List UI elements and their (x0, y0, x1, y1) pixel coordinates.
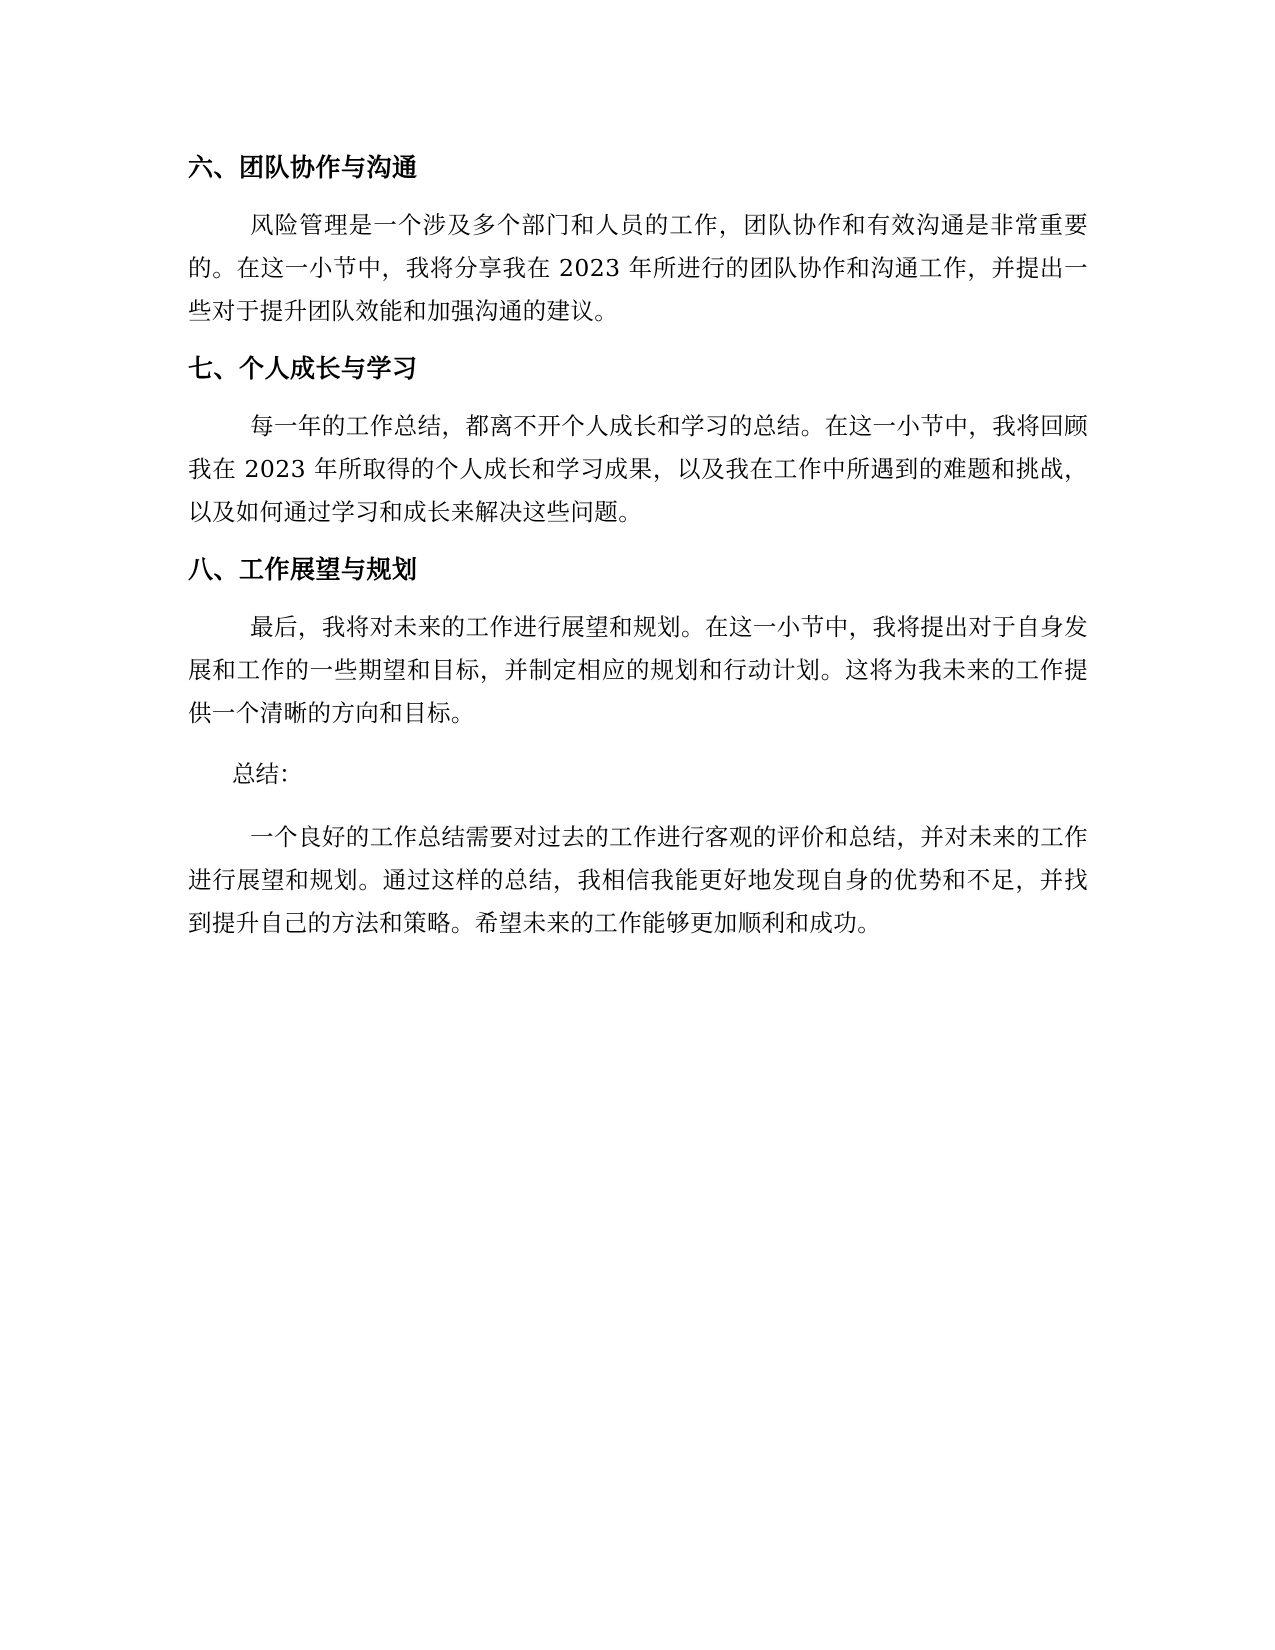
summary-label: 总结： (232, 760, 303, 788)
section-personal-growth (188, 351, 1088, 534)
summary-paragraph: 一个良好的工作总结需要对过去的工作进行客观的评价和总结，并对未来的工作进行展望和规划。通过这样的总结，我相信我能更好地发现自身的优势和不足，并找到提升自己的方法和策略。希望未来的工作能够更加顺利和成功。 (188, 823, 1088, 937)
document-body (188, 150, 1088, 963)
section-paragraph: 每一年的工作总结，都离不开个人成长和学习的总结。在这一小节中，我将回顾我在 2023 年所取得的个人成长和学习成果，以及我在工作中所遇到的难题和挑战，以及如何通过学习和成长来解决这些问题。 (188, 412, 1088, 526)
section-heading: 八、工作展望与规划 (188, 555, 418, 584)
section-paragraph: 最后，我将对未来的工作进行展望和规划。在这一小节中，我将提出对于自身发展和工作的一些期望和目标，并制定相应的规划和行动计划。这将为我未来的工作提供一个清晰的方向和目标。 (188, 613, 1088, 727)
section-team-collaboration (188, 150, 1088, 333)
section-paragraph: 风险管理是一个涉及多个部门和人员的工作，团队协作和有效沟通是非常重要的。在这一小节中，我将分享我在 2023 年所进行的团队协作和沟通工作，并提出一些对于提升团队效能和加强沟通的建议。 (188, 211, 1088, 325)
section-outlook-planning (188, 552, 1088, 735)
section-heading: 六、团队协作与沟通 (188, 153, 418, 182)
summary-section (188, 753, 1088, 945)
section-heading: 七、个人成长与学习 (188, 354, 418, 383)
